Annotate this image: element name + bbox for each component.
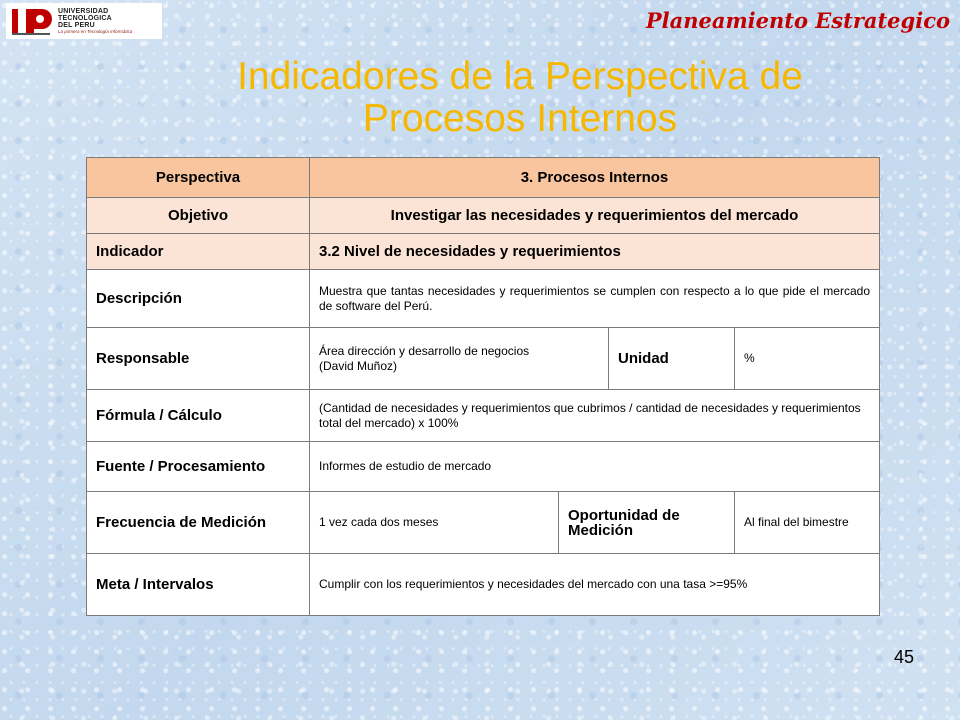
responsable-line-2: (David Muñoz) (319, 358, 398, 373)
logo-line-1: UNIVERSIDAD (58, 7, 109, 15)
formula-value: (Cantidad de necesidades y requerimientos que cubrimos / cantidad de necesidades y requerimientos total del mercado) x 100% (310, 390, 880, 442)
logo-line-3: DEL PERU (58, 21, 95, 29)
slide-title-line-2: Procesos Internos (362, 97, 678, 140)
objetivo-label: Objetivo (87, 198, 310, 234)
row-responsable (87, 328, 880, 390)
indicador-label: Indicador (87, 234, 310, 270)
slide-title (130, 56, 910, 140)
row-objetivo (87, 198, 880, 234)
oportunidad-label: Oportunidad de Medición (559, 492, 735, 554)
meta-value: Cumplir con los requerimientos y necesidades del mercado con una tasa >=95% (310, 554, 880, 616)
perspectiva-value: 3. Procesos Internos (310, 158, 880, 198)
university-name (58, 8, 132, 35)
slide-title-line-1: Indicadores de la Perspectiva de (237, 55, 803, 98)
formula-label: Fórmula / Cálculo (87, 390, 310, 442)
fuente-label: Fuente / Procesamiento (87, 442, 310, 492)
row-formula (87, 390, 880, 442)
oportunidad-value: Al final del bimestre (735, 492, 880, 554)
page-number: 45 (893, 647, 914, 667)
frecuencia-label: Frecuencia de Medición (87, 492, 310, 554)
logo-line-2: TECNOLOGICA (58, 14, 112, 22)
indicador-value: 3.2 Nivel de necesidades y requerimientos (310, 234, 880, 270)
row-perspectiva (87, 158, 880, 198)
row-descripcion (87, 270, 880, 328)
row-fuente (87, 442, 880, 492)
unidad-label: Unidad (609, 328, 735, 390)
responsable-line-1: Área dirección y desarrollo de negocios (319, 343, 530, 358)
course-brand-title: Planeamiento Estrategico (645, 8, 950, 33)
utp-emblem-icon (10, 6, 54, 36)
indicator-table (86, 157, 880, 616)
row-indicador (87, 234, 880, 270)
unidad-value: % (735, 328, 880, 390)
row-frecuencia (87, 492, 880, 554)
responsable-value (310, 328, 609, 390)
fuente-value: Informes de estudio de mercado (310, 442, 880, 492)
logo-tagline: La primera en Tecnología Informática (58, 28, 133, 34)
row-meta (87, 554, 880, 616)
responsable-label: Responsable (87, 328, 310, 390)
university-logo (6, 3, 162, 39)
meta-label: Meta / Intervalos (87, 554, 310, 616)
descripcion-label: Descripción (87, 270, 310, 328)
frecuencia-value: 1 vez cada dos meses (310, 492, 559, 554)
perspectiva-label: Perspectiva (87, 158, 310, 198)
descripcion-value: Muestra que tantas necesidades y requerimientos se cumplen con respecto a lo que pide el mercado de software del Perú. (310, 270, 880, 328)
objetivo-value: Investigar las necesidades y requerimientos del mercado (310, 198, 880, 234)
